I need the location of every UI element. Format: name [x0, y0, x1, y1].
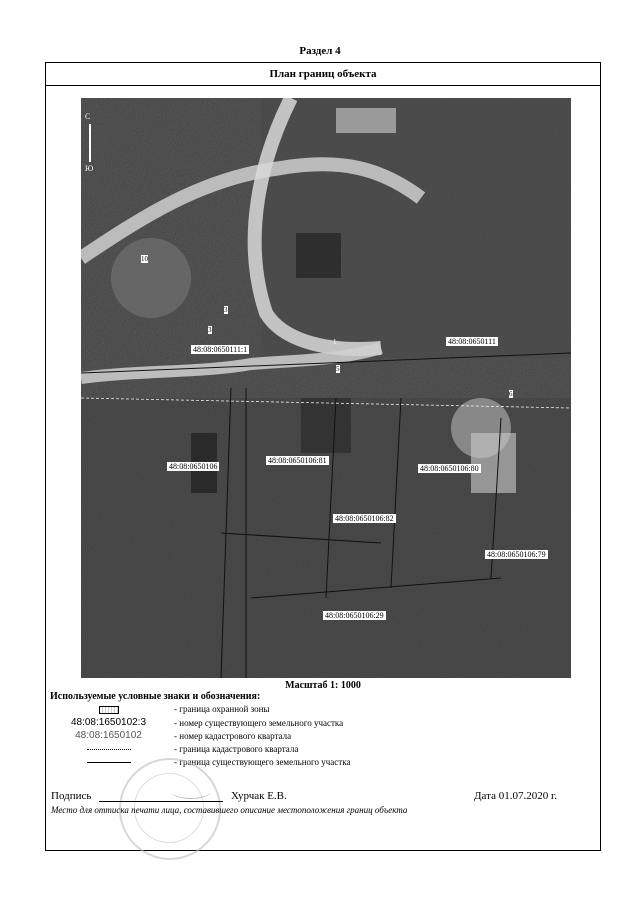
map-label: 48:08:0650111:1	[193, 345, 248, 354]
document-frame	[45, 62, 601, 851]
map-label: 5	[336, 365, 340, 373]
compass-arrow-icon	[89, 124, 91, 162]
legend-row	[46, 717, 602, 729]
parcel-number-symbol: 48:08:1650102:3	[70, 717, 147, 728]
map-label: 3	[208, 326, 212, 334]
signature-label: Подпись	[51, 790, 92, 802]
compass	[85, 112, 99, 178]
map-label: 48:08:0650106:81	[268, 456, 327, 465]
section-title: Раздел 4	[299, 45, 341, 57]
map-label: 48:08:0650106:79	[487, 550, 546, 559]
map-label: 10	[141, 255, 148, 263]
legend-text: - номер существующего земельного участка	[174, 718, 344, 728]
signature-date: Дата 01.07.2020 г.	[474, 790, 557, 802]
legend-text: - граница кадастрового квартала	[174, 744, 299, 754]
quarter-boundary-symbol	[46, 743, 171, 755]
legend-row	[46, 743, 602, 755]
signer-name: Хурчак Е.В.	[231, 790, 287, 802]
compass-south: Ю	[85, 164, 94, 173]
scale-label: Масштаб 1: 1000	[285, 680, 361, 691]
aerial-photo	[81, 98, 571, 678]
map-label: 48:08:0650106:80	[420, 464, 479, 473]
map-label: 48:08:0650111	[448, 337, 496, 346]
legend-row	[46, 703, 602, 715]
signature-scribble	[171, 784, 211, 799]
protected-zone-symbol	[46, 703, 171, 715]
signature-row	[51, 790, 597, 804]
map-label: 48:08:0650106:29	[325, 611, 384, 620]
map-label: 3	[224, 306, 228, 314]
quarter-number-symbol: 48:08:1650102	[75, 730, 142, 741]
map-label: 48:08:0650106	[169, 462, 218, 471]
signature-line	[99, 801, 223, 802]
aerial-map	[81, 98, 571, 678]
legend-text: - граница существующего земельного участка	[174, 757, 351, 767]
map-label: 48:08:0650106:82	[335, 514, 394, 523]
legend-title: Используемые условные знаки и обозначения:	[50, 691, 261, 702]
stamp-note: Место для оттиска печати лица, составившего описание местоположения границ объекта	[51, 805, 408, 815]
legend-row	[46, 756, 602, 768]
legend-text: - номер кадастрового квартала	[174, 731, 292, 741]
map-label: 1	[333, 338, 337, 346]
map-label: 6	[509, 390, 513, 398]
legend-row	[46, 730, 602, 742]
legend-text: - граница охранной зоны	[174, 704, 270, 714]
compass-north: С	[85, 112, 91, 121]
plan-title: План границ объекта	[46, 63, 600, 86]
